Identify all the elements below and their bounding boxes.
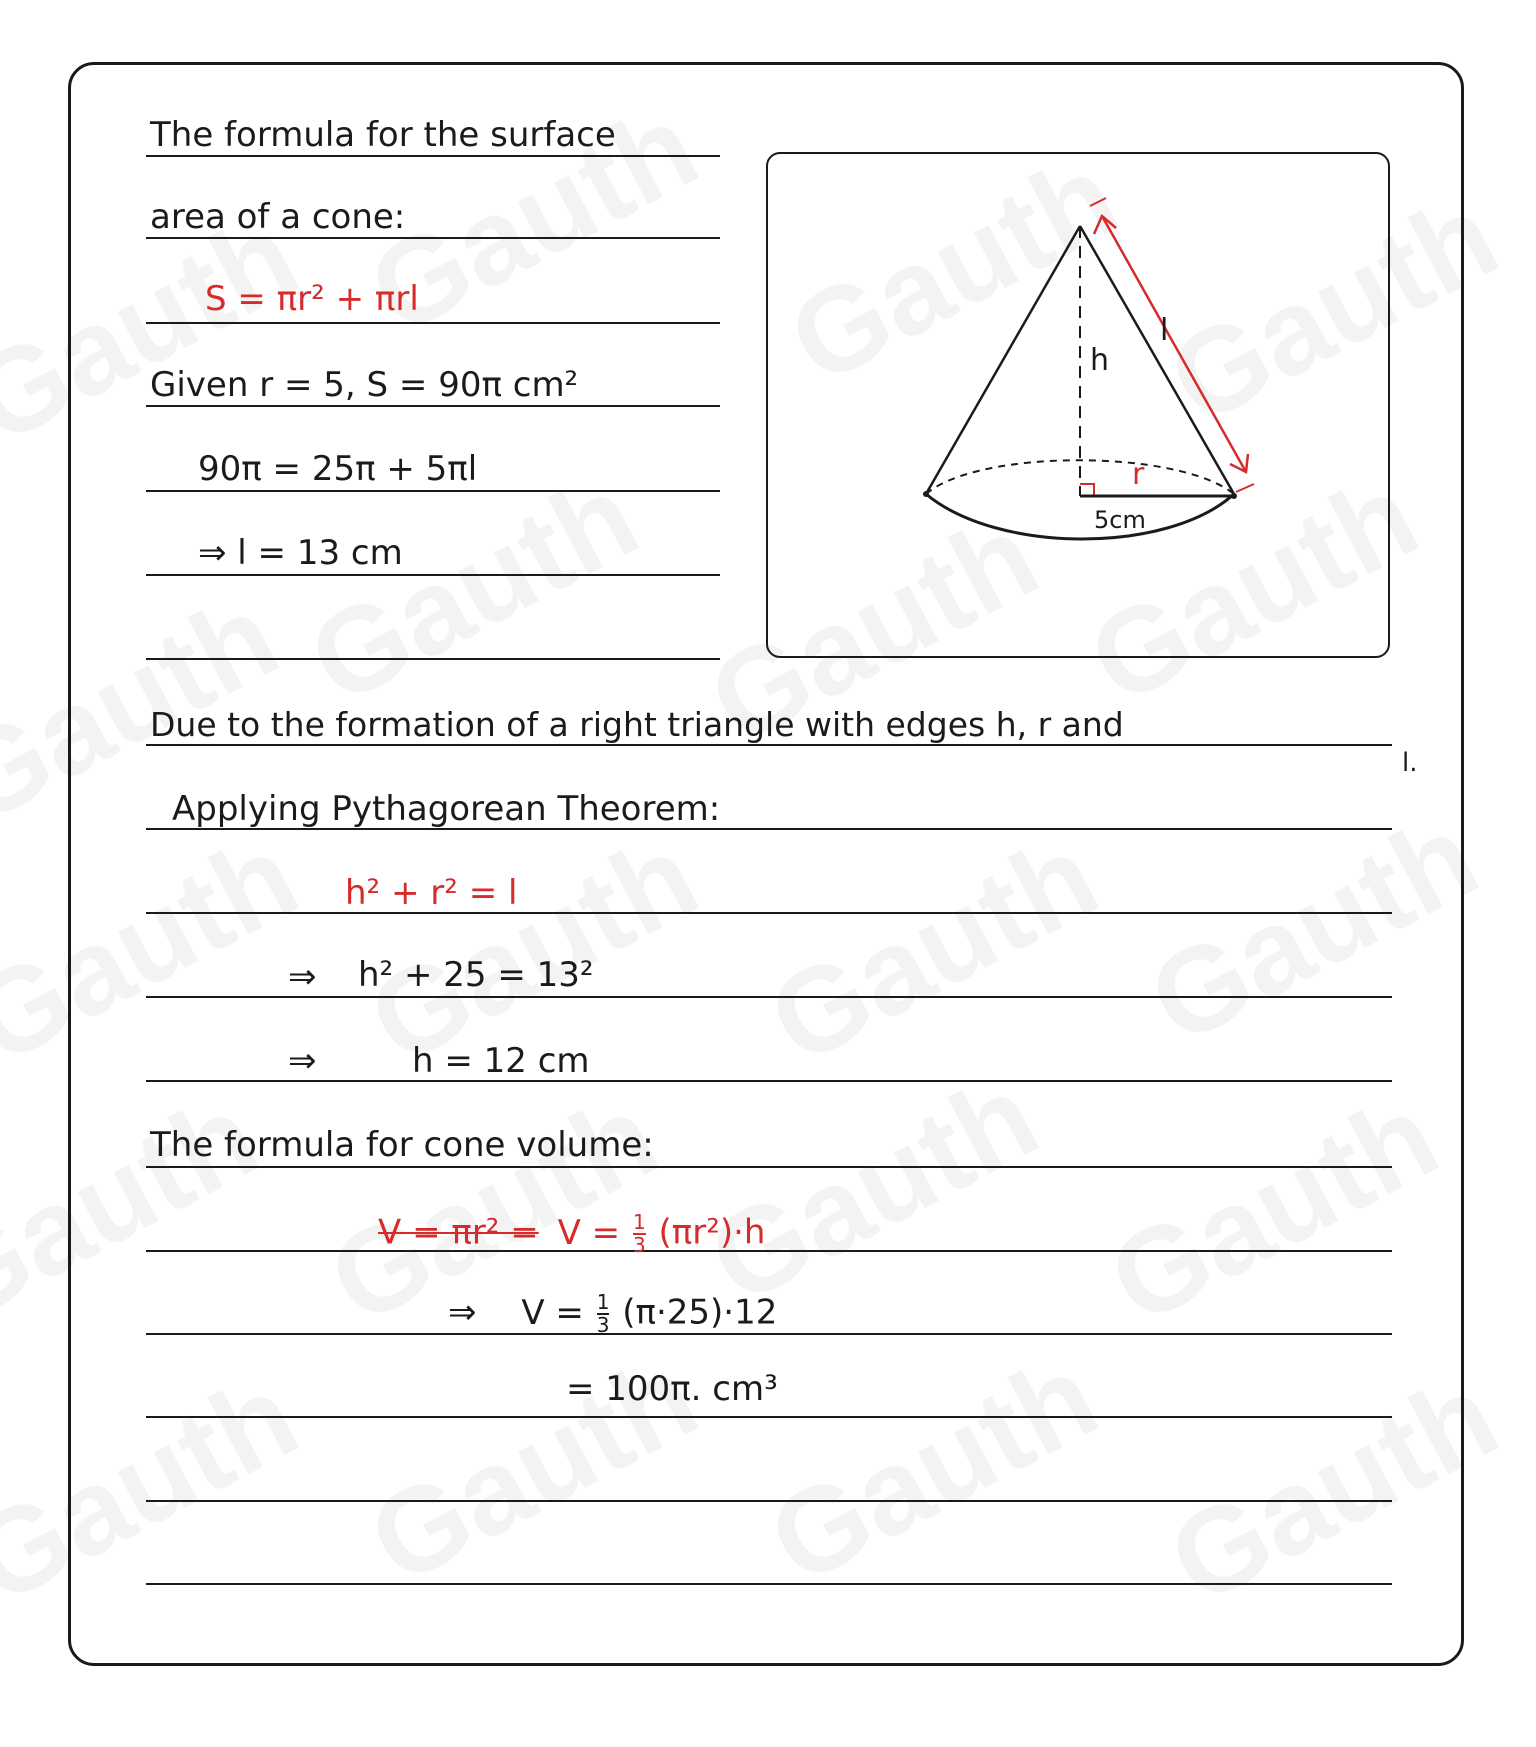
fraction-numerator: 1 xyxy=(596,1290,610,1314)
fraction-denominator: 3 xyxy=(632,1233,646,1257)
implies-arrow: ⇒ xyxy=(288,957,317,997)
ruled-line xyxy=(146,996,1392,998)
fraction-numerator: 1 xyxy=(632,1210,646,1234)
note-line-1: The formula for the surface xyxy=(150,115,616,155)
cone-left-side xyxy=(926,226,1080,494)
note-line-5: 90π = 25π + 5πl xyxy=(198,449,478,489)
label-r: r xyxy=(1132,457,1145,492)
ruled-line xyxy=(146,1166,1392,1168)
tick-mark xyxy=(1236,484,1254,492)
note-line-12: The formula for cone volume: xyxy=(150,1125,654,1165)
volume-formula-line xyxy=(378,1212,765,1256)
fraction-one-third xyxy=(597,1292,610,1336)
cone-figure-box xyxy=(766,152,1390,658)
ruled-line xyxy=(146,490,720,492)
ruled-line xyxy=(146,237,720,239)
fraction-denominator: 3 xyxy=(596,1313,610,1337)
ruled-line xyxy=(146,1416,1392,1418)
cone-base-front xyxy=(926,494,1234,539)
right-angle-marker xyxy=(1080,484,1094,496)
label-radius-value: 5cm xyxy=(1094,506,1146,534)
ruled-line xyxy=(146,574,720,576)
ruled-line xyxy=(146,405,720,407)
ruled-line xyxy=(146,1080,1392,1082)
arrowhead-bottom xyxy=(1230,454,1248,472)
base-left-point xyxy=(923,491,929,497)
note-line-2: area of a cone: xyxy=(150,197,406,237)
volume-substitution-line xyxy=(448,1292,777,1336)
ruled-line xyxy=(146,155,720,157)
implies-arrow: ⇒ xyxy=(288,1041,317,1081)
note-line-10: h² + 25 = 13² xyxy=(358,955,594,995)
tick-mark xyxy=(1090,198,1106,206)
surface-area-formula: S = πr² + πrl xyxy=(205,279,419,319)
note-line-7b: l. xyxy=(1402,748,1418,778)
slant-height-result: ⇒ l = 13 cm xyxy=(198,533,403,573)
label-l: l xyxy=(1160,313,1169,348)
ruled-line xyxy=(146,1583,1392,1585)
volume-rhs: (π·25)·12 xyxy=(622,1292,778,1333)
height-result: h = 12 cm xyxy=(412,1041,590,1081)
volume-lhs: V = xyxy=(557,1212,621,1253)
ruled-line xyxy=(146,912,1392,914)
arrowhead-top xyxy=(1094,216,1116,234)
base-right-point xyxy=(1231,493,1237,499)
pythagorean-formula: h² + r² = l xyxy=(345,873,518,913)
ruled-line xyxy=(146,1250,1392,1252)
slant-length-arrow xyxy=(1102,216,1246,472)
note-line-8: Applying Pythagorean Theorem: xyxy=(172,789,721,829)
ruled-line xyxy=(146,1500,1392,1502)
fraction-one-third xyxy=(633,1212,646,1256)
given-values: Given r = 5, S = 90π cm² xyxy=(150,365,579,405)
label-h: h xyxy=(1090,343,1110,378)
cone-diagram xyxy=(768,154,1392,660)
note-line-7: Due to the formation of a right triangle with edges h, r and xyxy=(150,705,1124,744)
volume-lhs: V = xyxy=(521,1292,584,1333)
struck-formula: V = πr² = xyxy=(378,1212,539,1253)
volume-rhs: (πr²)·h xyxy=(658,1212,766,1253)
ruled-line xyxy=(146,744,1392,746)
ruled-line xyxy=(146,322,720,324)
implies-arrow: ⇒ xyxy=(448,1292,477,1333)
ruled-line xyxy=(146,658,720,660)
volume-result: = 100π. cm³ xyxy=(566,1369,778,1409)
